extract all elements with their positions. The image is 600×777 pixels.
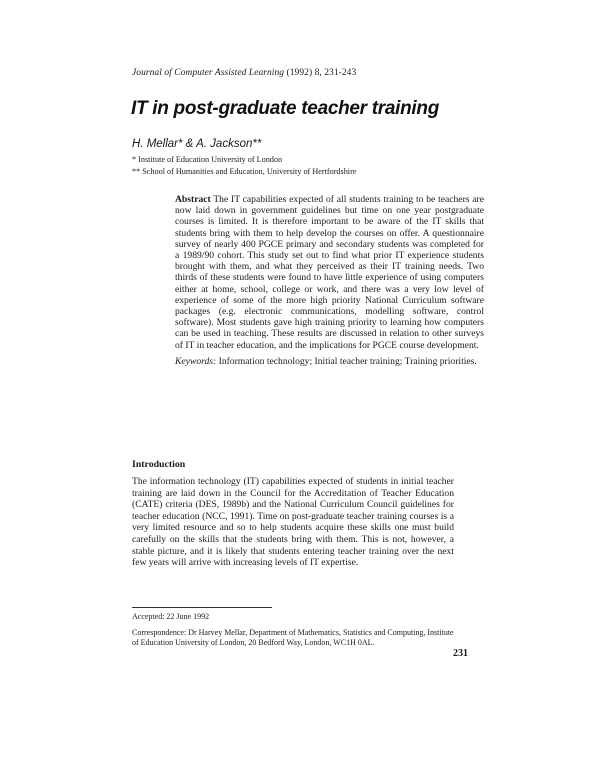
abstract-label: Abstract xyxy=(175,194,211,205)
affiliation-2: ** School of Humanities and Education, University of Hertfordshire xyxy=(132,167,357,176)
journal-name: Journal of Computer Assisted Learning xyxy=(132,68,285,78)
accepted-date: Accepted: 22 June 1992 xyxy=(132,612,210,621)
journal-volume: (1992) 8, 231-243 xyxy=(286,68,357,78)
correspondence-note: Correspondence: Dr Harvey Mellar, Department of Mathematics, Statistics and Computing, Institute of Education University of London, 20 Bedford Way, London, WC1H 0AL. xyxy=(132,628,454,647)
keywords-text: Information technology; Initial teacher training; Training priorities. xyxy=(218,355,477,367)
abstract-paragraph xyxy=(175,194,484,351)
journal-citation xyxy=(132,68,356,78)
keywords-label: Keywords: xyxy=(175,355,217,367)
page-number: 231 xyxy=(453,648,468,659)
abstract-text: The IT capabilities expected of all students training to be teachers are now laid down in government guidelines but time on one year postgraduate courses is limited. It is therefore important to be aware of the IT skills that students bring with them to help develop the courses on offer. A questionnaire survey of nearly 400 PGCE primary and secondary students was completed for a 1989/90 cohort. This study set out to find what prior IT experience students brought with them, and what they perceived as their IT training needs. Two thirds of these students were found to have little experience of using computers either at home, school, college or work, and there was a very low level of experience of some of the more high priority National Curriculum software packages (e.g. electronic communications, modelling software, control software). Most students gave high training priority to learning how computers can be used in teaching. These results are discussed in relation to other surveys of IT in teacher education, and the implications for PGCE course development. xyxy=(175,194,484,351)
section-heading-introduction: Introduction xyxy=(132,459,186,470)
author-list: H. Mellar* & A. Jackson** xyxy=(132,138,262,150)
paper-title: IT in post-graduate teacher training xyxy=(131,98,440,119)
keywords-paragraph xyxy=(175,356,484,367)
footnote-divider xyxy=(132,607,272,608)
affiliation-1: * Institute of Education University of London xyxy=(132,155,283,164)
introduction-paragraph: The information technology (IT) capabilities expected of students in initial teacher training are laid down in the Council for the Accreditation of Teacher Education (CATE) criteria (DES, 1989b) and the National Curriculum Council guidelines for teacher education (NCC, 1991). Time on post-graduate teacher training courses is a very limited resource and so to help students acquire these skills one must build carefully on the skills that the students bring with them. This is not, however, a stable picture, and it is likely that students entering teacher training over the next few years will arrive with increasing levels of IT expertise. xyxy=(132,476,454,569)
abstract-block xyxy=(175,194,484,367)
